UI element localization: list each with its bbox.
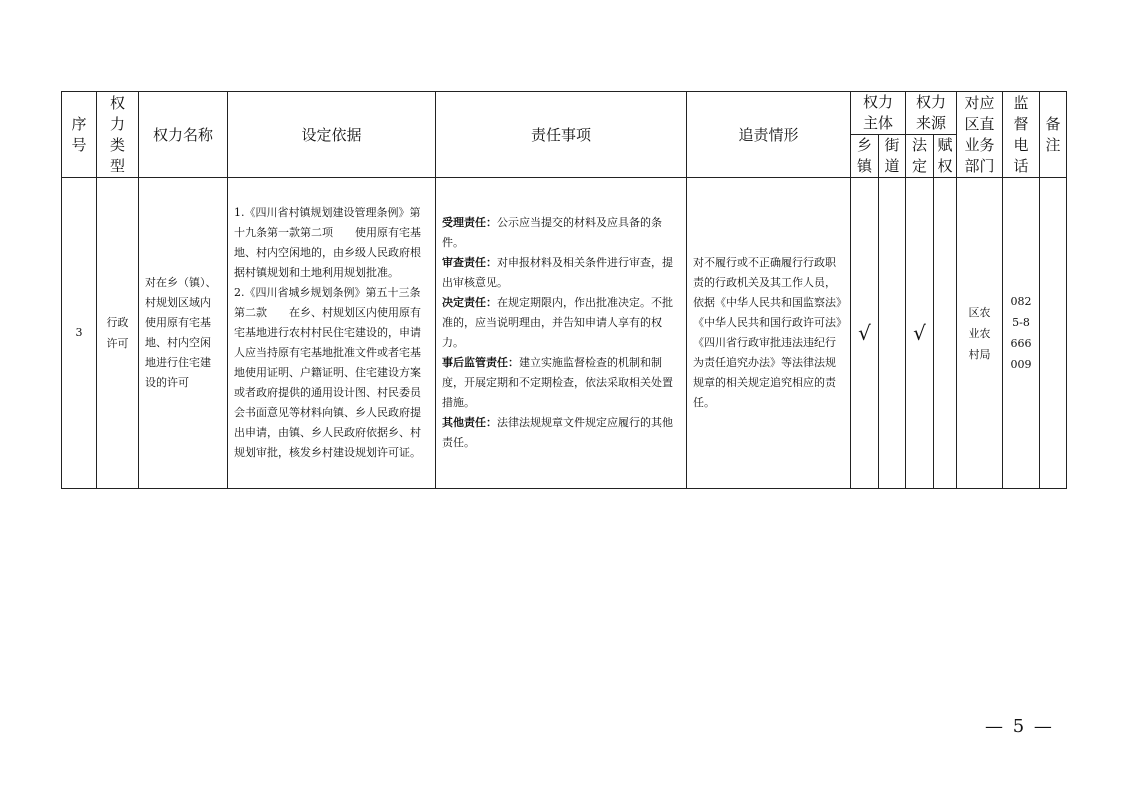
page-number: — 5 — [985,716,1054,737]
header-basis: 设定依据 [228,92,436,178]
header-power-subject: 权力 主体 [851,92,906,135]
header-department: 对应 区直 业务 部门 [957,92,1003,178]
resp-item: 其他责任：法律法规规章文件规定应履行的其他责任。 [442,416,673,449]
header-subject-town: 乡 镇 [851,135,879,178]
header-power-source: 权力 来源 [906,92,957,135]
header-accountability: 追责情形 [687,92,851,178]
resp-item: 决定责任：在规定期限内，作出批准决定。不批准的，应当说明理由，并告知申请人享有的权力。 [442,296,673,349]
row-department: 区农 业农 村局 [957,178,1003,489]
row-responsibility [436,178,687,489]
header-power-name: 权力名称 [139,92,228,178]
header-seq: 序 号 [62,92,97,178]
header-responsibility: 责任事项 [436,92,687,178]
row-power-type: 行政 许可 [97,178,139,489]
resp-item: 审查责任：对申报材料及相关条件进行审查，提出审核意见。 [442,256,673,289]
row-subject-town-check: √ [851,178,879,489]
row-basis [228,178,436,489]
row-phone: 082 5-8 666 009 [1003,178,1040,489]
header-remark: 备 注 [1040,92,1067,178]
header-source-grant: 赋 权 [934,135,957,178]
row-source-legal-check: √ [906,178,934,489]
row-remark [1040,178,1067,489]
power-list-table [61,91,1067,489]
header-phone: 监 督 电 话 [1003,92,1040,178]
header-power-type: 权 力 类 型 [97,92,139,178]
row-power-name: 对在乡（镇）、村规划区域内使用原有宅基地、村内空闲地进行住宅建设的许可 [139,178,228,489]
basis-item: 2.《四川省城乡规划条例》第五十三条第二款 在乡、村规划区内使用原有宅基地进行农村村民住宅建设的，申请人应当持原有宅基地批准文件或者宅基地使用证明、户籍证明、住宅建设方案或者政府提供的通用设计图、村民委员会书面意见等材料向镇、乡人民政府提出申请，由镇、乡人民政府依据乡、村规划审批，核发乡村建设规划许可证。 [234,286,421,459]
header-source-legal: 法 定 [906,135,934,178]
row-seq: 3 [62,178,97,489]
basis-item: 1.《四川省村镇规划建设管理条例》第十九条第一款第二项 使用原有宅基地、村内空闲地的，由乡级人民政府根据村镇规划和土地利用规划批准。 [234,206,421,279]
resp-item: 事后监管责任：建立实施监督检查的机制和制度，开展定期和不定期检查，依法采取相关处置措施。 [442,356,673,409]
table-row [62,178,1067,489]
row-subject-street-check [879,178,906,489]
header-subject-street: 街 道 [879,135,906,178]
row-source-grant-check [934,178,957,489]
row-accountability: 对不履行或不正确履行行政职责的行政机关及其工作人员，依据《中华人民共和国监察法》《中华人民共和国行政许可法》《四川省行政审批违法违纪行为责任追究办法》等法律法规规章的相关规定追究相应的责任。 [687,178,851,489]
resp-item: 受理责任：公示应当提交的材料及应具备的条件。 [442,216,662,249]
